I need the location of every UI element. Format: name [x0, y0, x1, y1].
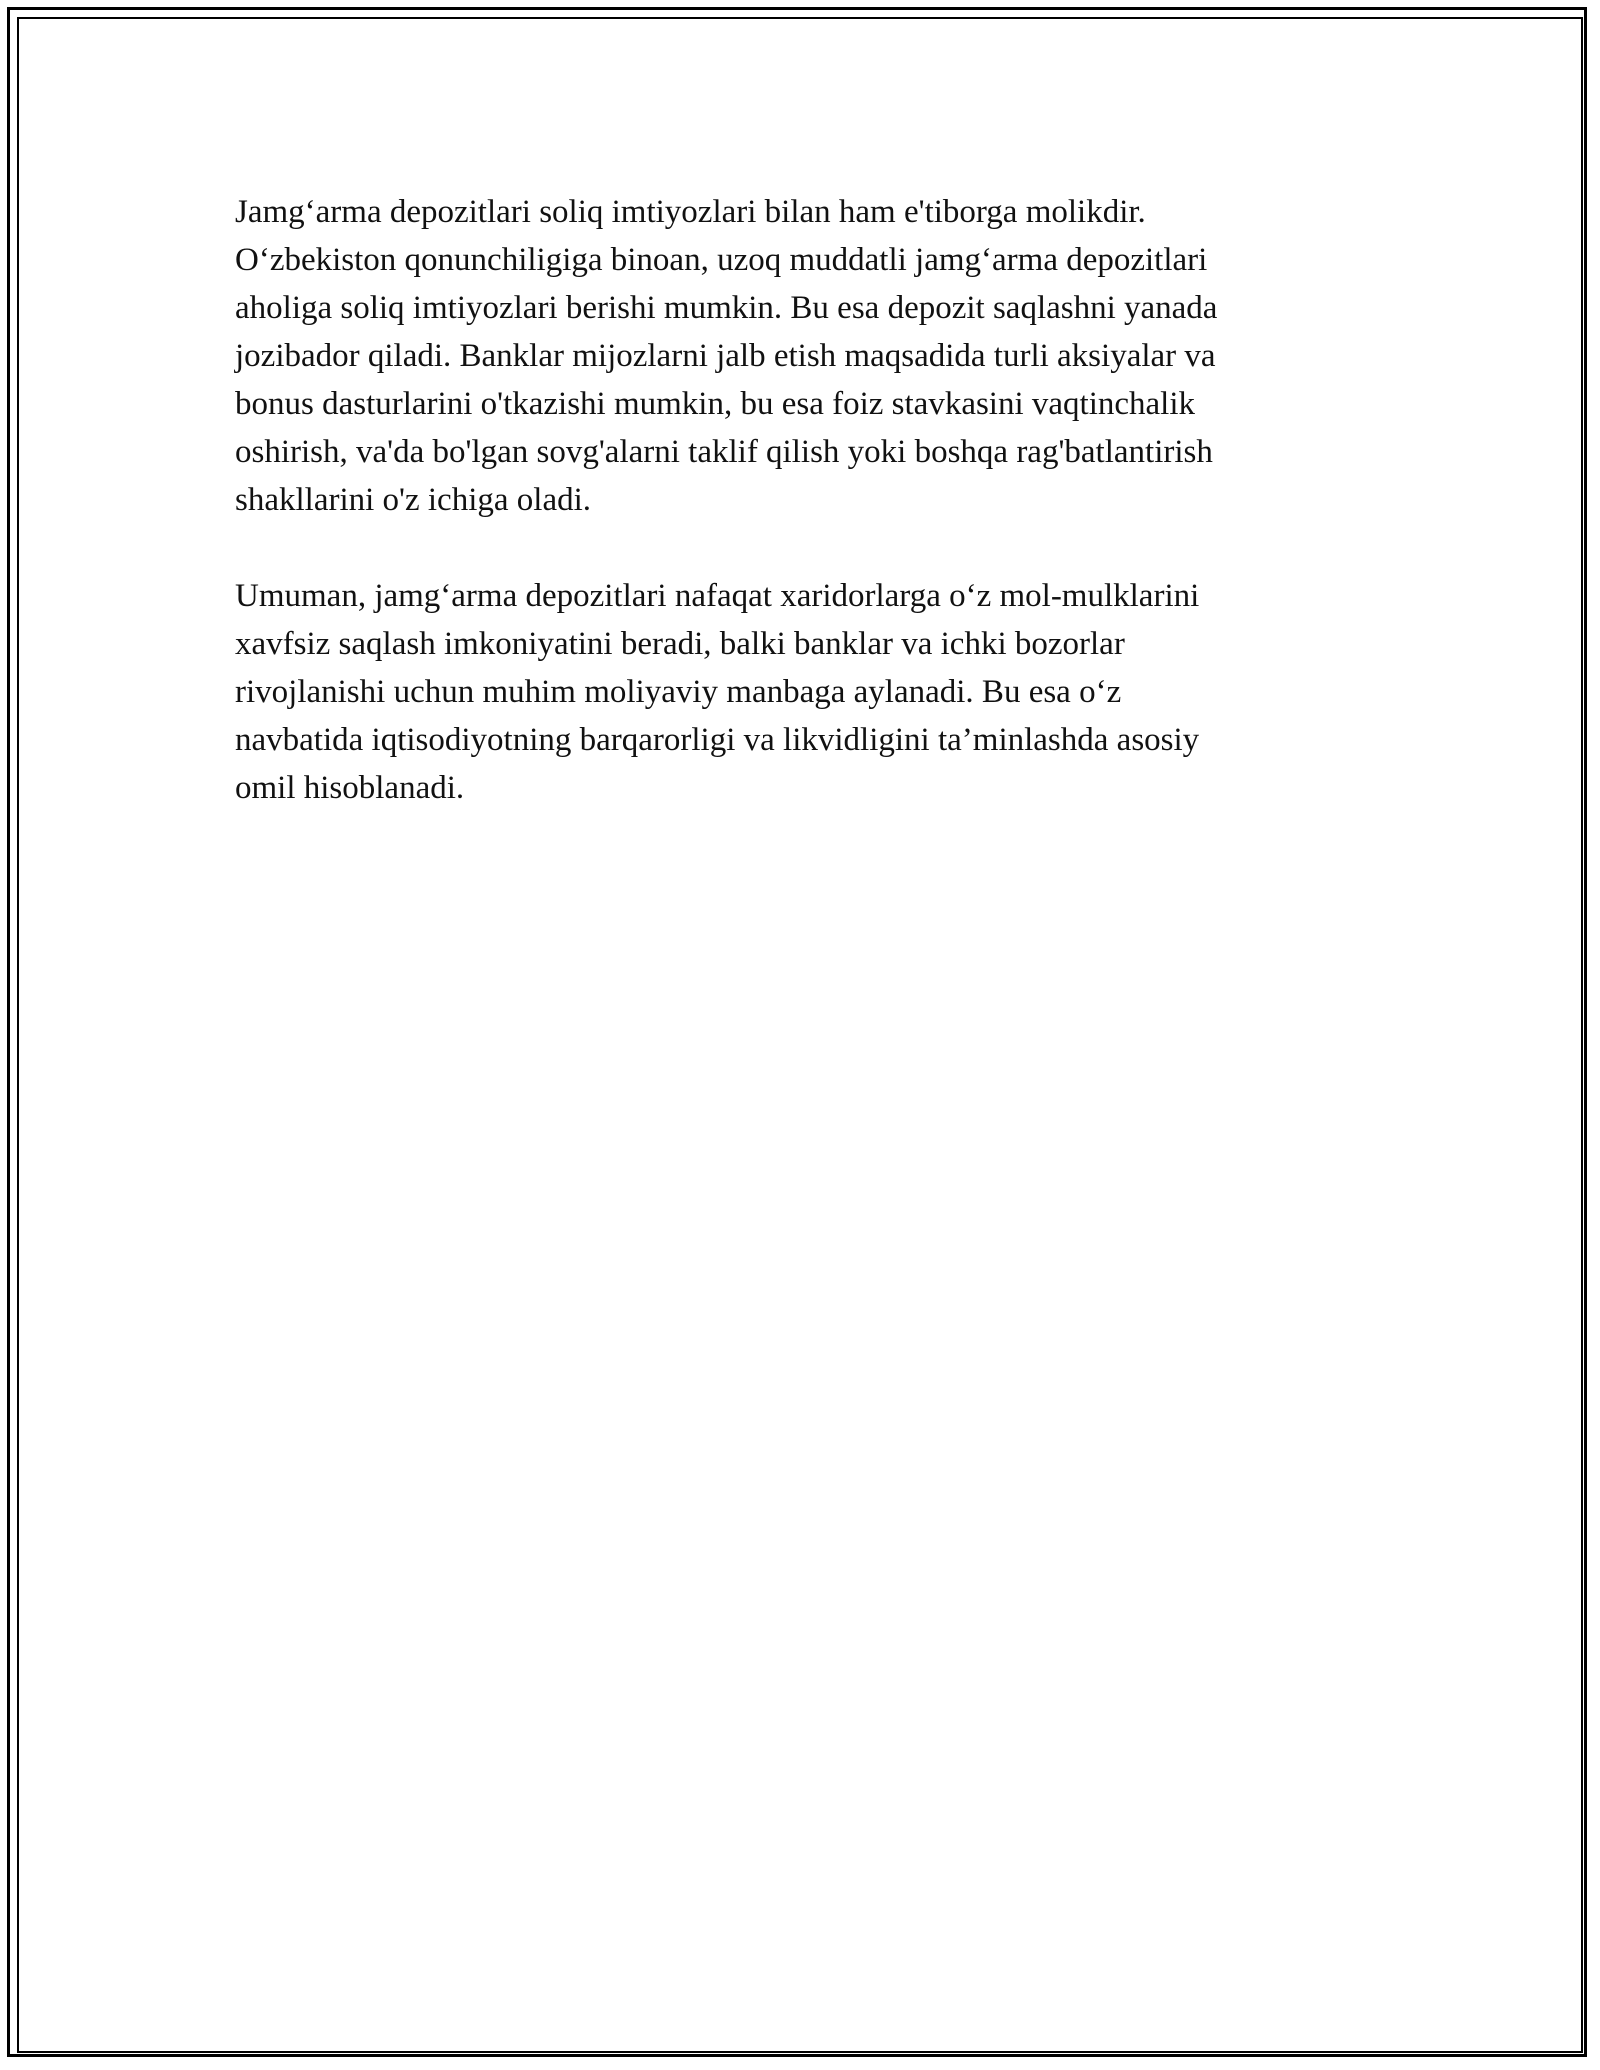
- document-body: [235, 188, 1360, 860]
- paragraph-tax-benefits: Jamg‘arma depozitlari soliq imtiyozlari bilan ham e'tiborga molikdir. O‘zbekiston qonunchiligiga binoan, uzoq muddatli jamg‘arma depozitlari aholiga soliq imtiyozlari berishi mumkin. Bu esa depozit saqlashni yanada jozibador qiladi. Banklar mijozlarni jalb etish maqsadida turli aksiyalar va bonus dasturlarini o'tkazishi mumkin, bu esa foiz stavkasini vaqtinchalik oshirish, va'da bo'lgan sovg'alarni taklif qilish yoki boshqa rag'batlantirish shakllarini o'z ichiga oladi.: [235, 194, 1218, 518]
- paragraph-conclusion: Umuman, jamg‘arma depozitlari nafaqat xaridorlarga o‘z mol-mulklarini xavfsiz saqlash imkoniyatini beradi, balki banklar va ichki bozorlar rivojlanishi uchun muhim moliyaviy manbaga aylanadi. Bu esa o‘z navbatida iqtisodiyotning barqarorligi va likvidligini ta’minlashda asosiy omil hisoblanadi.: [235, 578, 1200, 806]
